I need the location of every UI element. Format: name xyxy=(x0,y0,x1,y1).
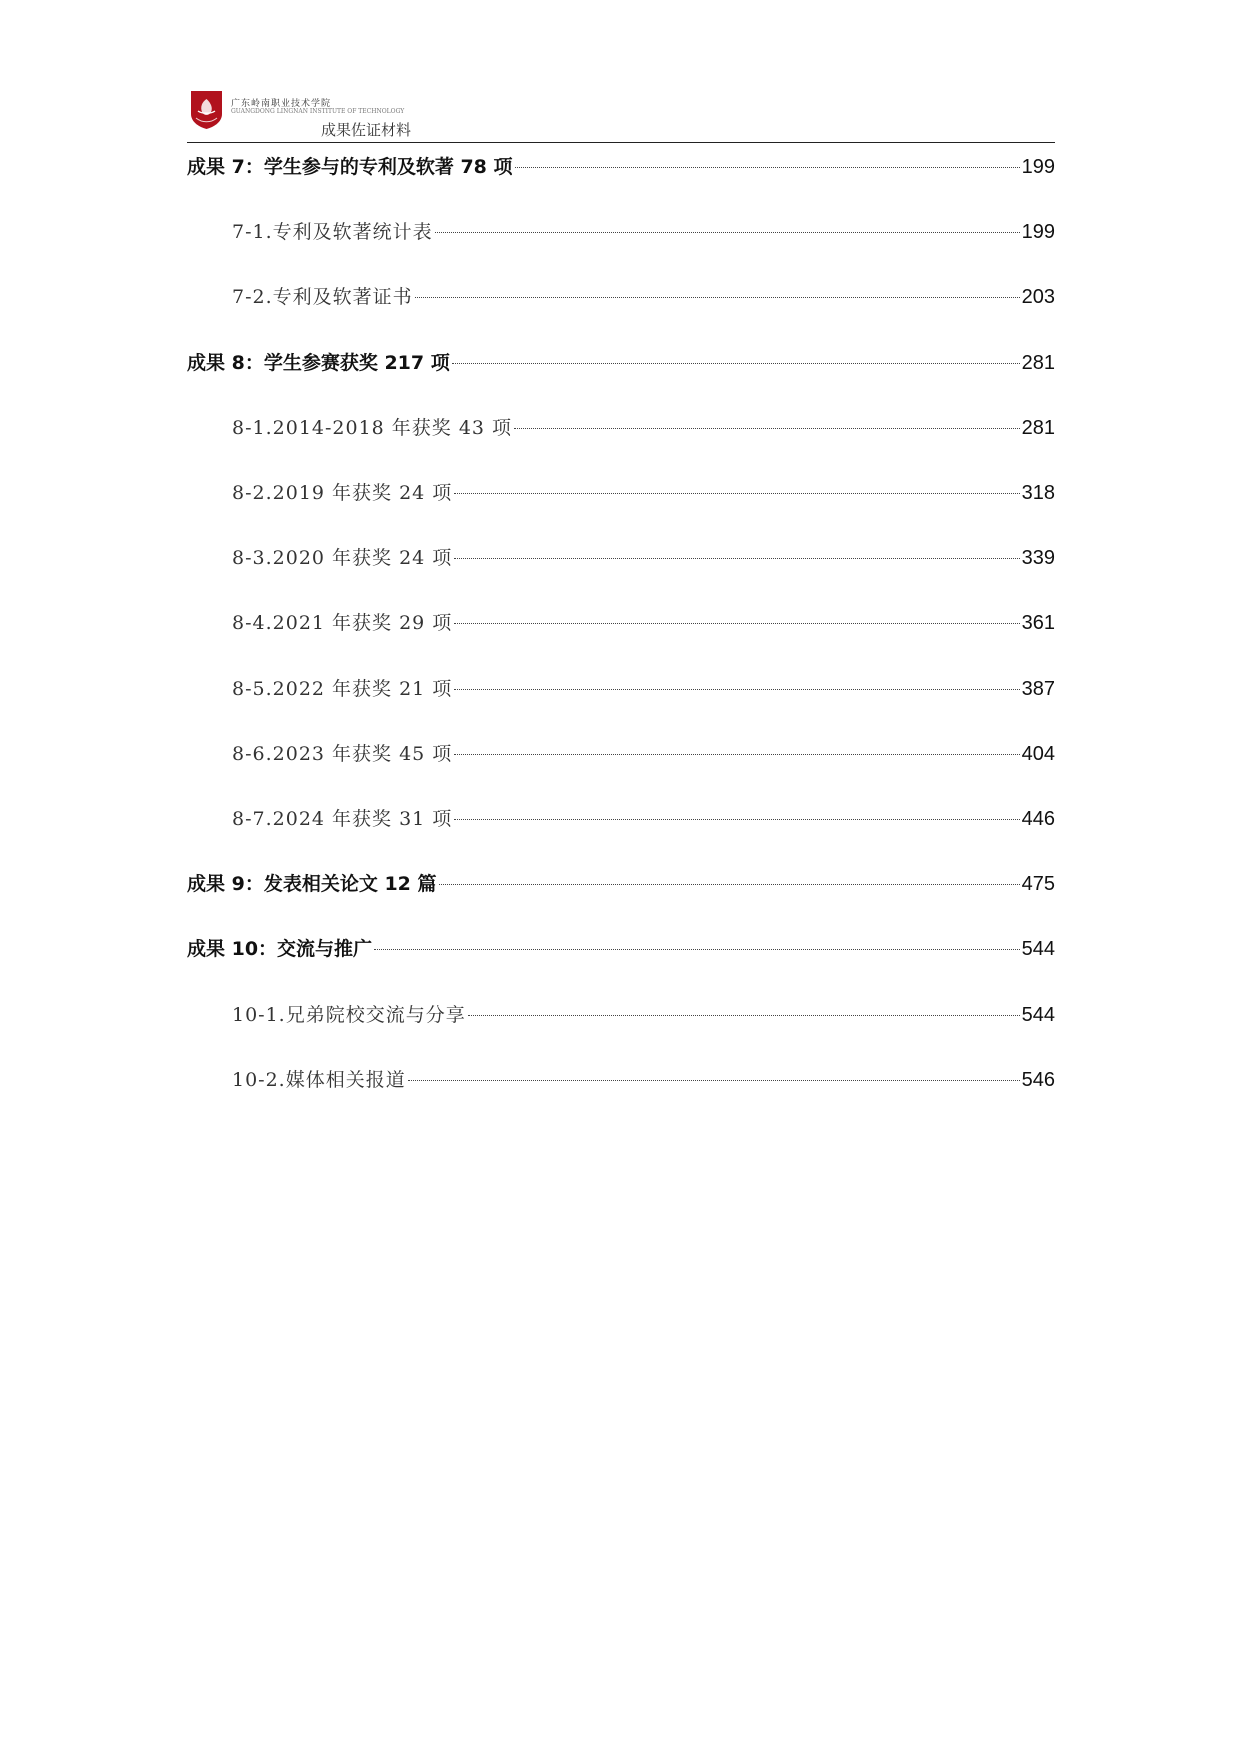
school-logo-icon xyxy=(190,90,223,130)
toc-page-number: 281 xyxy=(1021,417,1055,439)
toc-page-number: 199 xyxy=(1021,221,1055,243)
toc-entry-label: 成果 8：学生参赛获奖 217 项 xyxy=(187,352,450,374)
toc-page-number: 339 xyxy=(1021,547,1055,569)
toc-dot-leader xyxy=(454,558,1019,559)
toc-section-entry[interactable] xyxy=(187,869,1055,903)
toc-dot-leader xyxy=(415,297,1020,298)
toc-dot-leader xyxy=(452,363,1020,364)
toc-section-entry[interactable] xyxy=(187,934,1055,968)
toc-entry-label: 7-2.专利及软著证书 xyxy=(232,286,413,308)
toc-dot-leader xyxy=(454,754,1019,755)
header-divider xyxy=(187,142,1055,143)
toc-entry-label: 8-5.2022 年获奖 21 项 xyxy=(232,678,453,700)
toc-subsection-entry[interactable] xyxy=(232,608,1055,642)
toc-dot-leader xyxy=(374,949,1020,950)
document-title: 成果佐证材料 xyxy=(321,121,412,139)
school-name-en: GUANGDONG LINGNAN INSTITUTE OF TECHNOLOGY xyxy=(231,108,405,115)
toc-entry-label: 7-1.专利及软著统计表 xyxy=(232,221,433,243)
toc-page-number: 475 xyxy=(1021,873,1055,895)
toc-page-number: 544 xyxy=(1021,1004,1055,1026)
toc-page-number: 387 xyxy=(1021,678,1055,700)
toc-dot-leader xyxy=(454,493,1019,494)
toc-page-number: 199 xyxy=(1021,156,1055,178)
toc-page-number: 544 xyxy=(1021,938,1055,960)
toc-entry-label: 成果 7：学生参与的专利及软著 78 项 xyxy=(187,156,513,178)
toc-dot-leader xyxy=(454,623,1019,624)
toc-subsection-entry[interactable] xyxy=(232,413,1055,447)
toc-section-entry[interactable] xyxy=(187,348,1055,382)
toc-dot-leader xyxy=(435,232,1020,233)
school-name-cn: 广东岭南职业技术学院 xyxy=(231,99,332,109)
toc-page-number: 546 xyxy=(1021,1069,1055,1091)
toc-page-number: 404 xyxy=(1021,743,1055,765)
toc-page-number: 281 xyxy=(1021,352,1055,374)
page-header xyxy=(187,86,1055,144)
toc-dot-leader xyxy=(454,689,1019,690)
toc-entry-label: 成果 10：交流与推广 xyxy=(187,938,373,960)
toc-page-number: 203 xyxy=(1021,286,1055,308)
toc-dot-leader xyxy=(454,819,1019,820)
toc-page-number: 446 xyxy=(1021,808,1055,830)
toc-subsection-entry[interactable] xyxy=(232,217,1055,251)
toc-subsection-entry[interactable] xyxy=(232,674,1055,708)
toc-entry-label: 8-4.2021 年获奖 29 项 xyxy=(232,612,453,634)
toc-dot-leader xyxy=(408,1080,1020,1081)
toc-subsection-entry[interactable] xyxy=(232,282,1055,316)
toc-dot-leader xyxy=(468,1015,1020,1016)
toc-entry-label: 8-3.2020 年获奖 24 项 xyxy=(232,547,453,569)
toc-subsection-entry[interactable] xyxy=(232,478,1055,512)
toc-dot-leader xyxy=(515,167,1020,168)
toc-subsection-entry[interactable] xyxy=(232,1000,1055,1034)
toc-entry-label: 10-2.媒体相关报道 xyxy=(232,1069,406,1091)
toc-subsection-entry[interactable] xyxy=(232,804,1055,838)
toc-entry-label: 8-2.2019 年获奖 24 项 xyxy=(232,482,453,504)
toc-page-number: 361 xyxy=(1021,612,1055,634)
toc-dot-leader xyxy=(439,884,1020,885)
toc-subsection-entry[interactable] xyxy=(232,1065,1055,1099)
toc-entry-label: 8-1.2014-2018 年获奖 43 项 xyxy=(232,417,513,439)
toc-dot-leader xyxy=(514,428,1020,429)
toc-subsection-entry[interactable] xyxy=(232,543,1055,577)
toc-entry-label: 成果 9：发表相关论文 12 篇 xyxy=(187,873,437,895)
toc-section-entry[interactable] xyxy=(187,152,1055,186)
toc-page-number: 318 xyxy=(1021,482,1055,504)
toc-entry-label: 10-1.兄弟院校交流与分享 xyxy=(232,1004,466,1026)
toc-entry-label: 8-6.2023 年获奖 45 项 xyxy=(232,743,453,765)
toc-entry-label: 8-7.2024 年获奖 31 项 xyxy=(232,808,453,830)
toc-subsection-entry[interactable] xyxy=(232,739,1055,773)
